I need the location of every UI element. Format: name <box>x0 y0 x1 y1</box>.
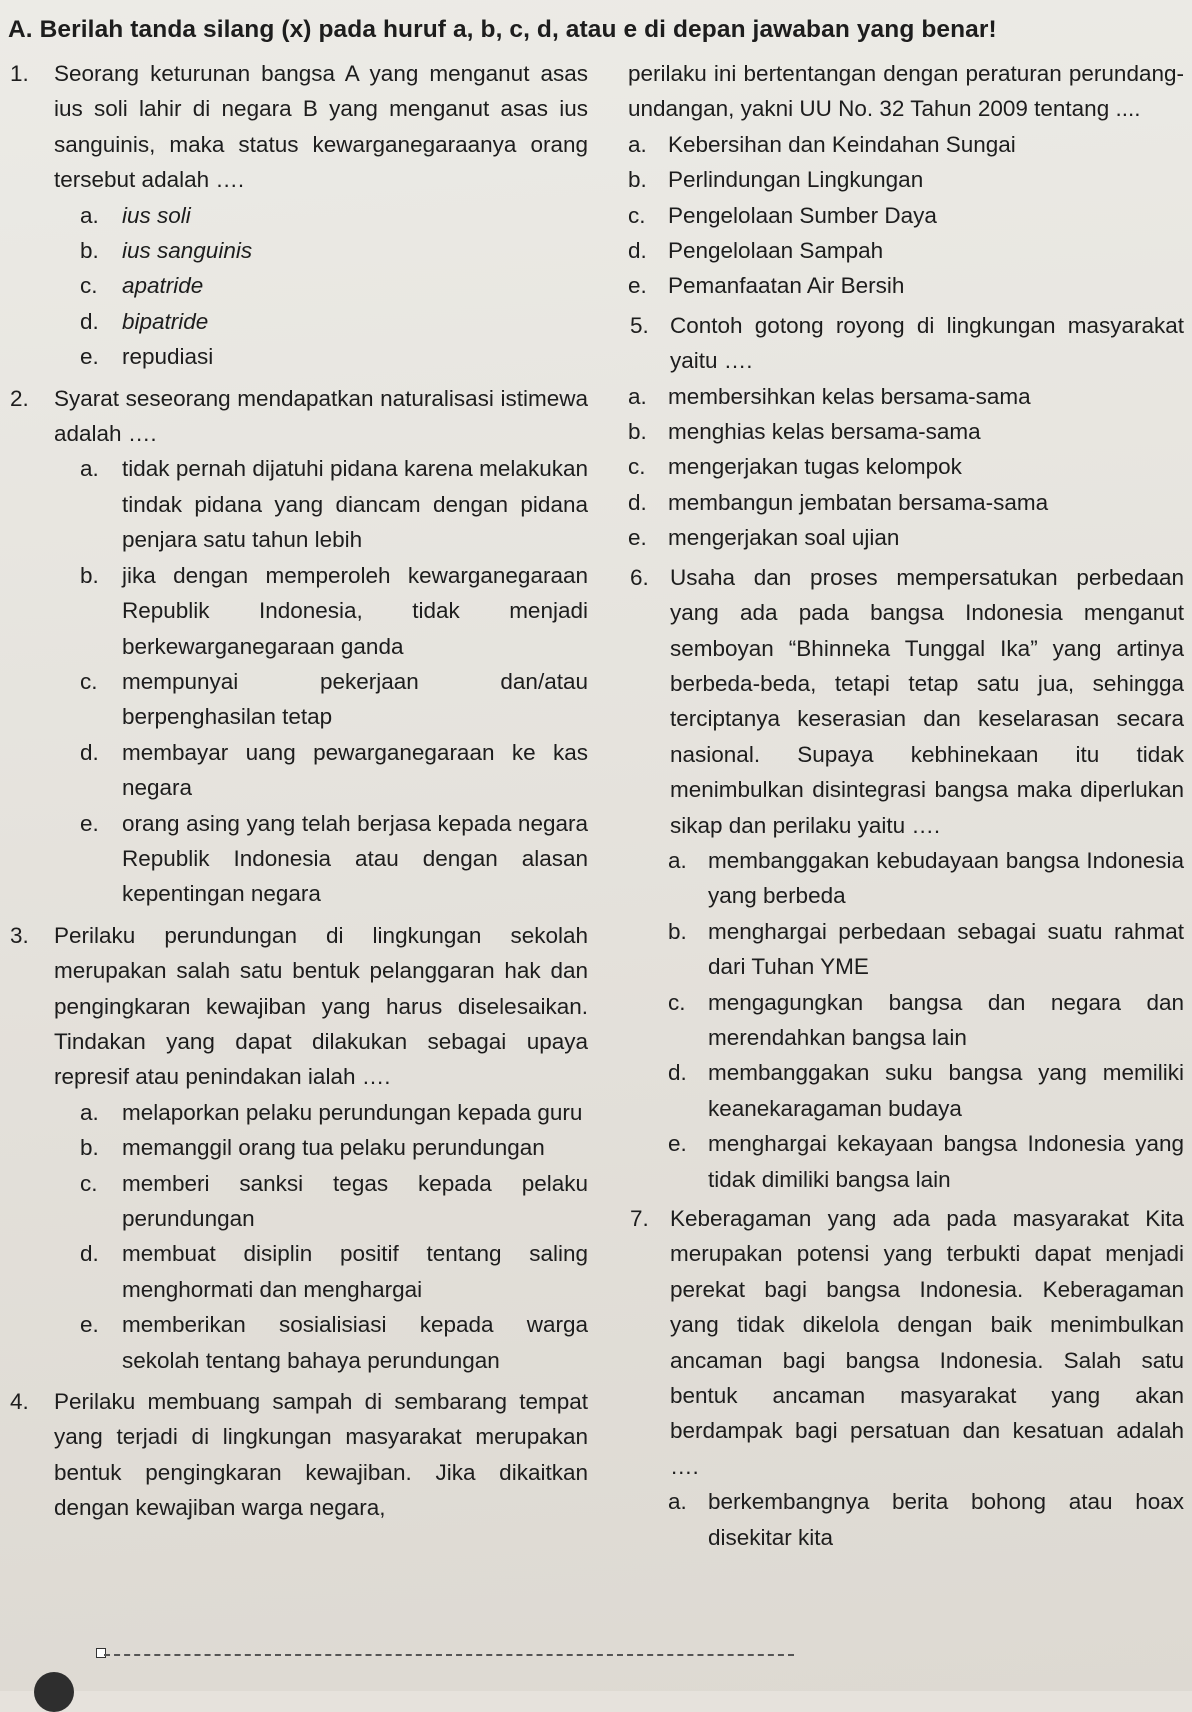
question-number: 1. <box>10 61 29 86</box>
option-text: mempunyai pekerjaan dan/atau berpenghasilan tetap <box>122 668 588 730</box>
question-7 <box>628 1201 1184 1555</box>
question-number: 3. <box>10 922 29 948</box>
question-4 <box>8 1384 588 1526</box>
question-number: 2. <box>10 385 29 411</box>
option-e[interactable] <box>668 1126 1184 1197</box>
option-letter: e. <box>80 1312 99 1338</box>
option-d[interactable] <box>668 1055 1184 1126</box>
option-text: menghargai perbedaan sebagai suatu rahmat dari Tuhan YME <box>708 918 1184 980</box>
option-letter: e. <box>668 1131 687 1157</box>
option-letter: d. <box>628 489 647 515</box>
option-d[interactable] <box>52 1236 588 1307</box>
option-text: tidak pernah dijatuhi pidana karena melakukan tindak pidana yang diancam dengan pidana penjara satu tahun lebih <box>122 456 588 553</box>
question-stem <box>628 1201 1184 1484</box>
option-a[interactable] <box>628 127 1184 162</box>
option-text: memberi sanksi tegas kepada pelaku perundungan <box>122 1170 588 1231</box>
question-stem <box>628 308 1184 379</box>
option-text: menghias kelas bersama-sama <box>668 419 981 445</box>
option-text: Perlindungan Lingkungan <box>668 167 924 193</box>
option-letter: d. <box>668 1060 687 1086</box>
option-c[interactable] <box>52 268 588 303</box>
question-stem <box>628 560 1184 843</box>
question-stem <box>8 918 588 1095</box>
option-e[interactable] <box>52 806 588 912</box>
question-stem <box>8 56 588 198</box>
option-text: memberikan sosialisiasi kepada warga sekolah tentang bahaya perundungan <box>122 1312 588 1373</box>
option-letter: a. <box>628 383 647 409</box>
option-c[interactable] <box>52 664 588 735</box>
option-letter: a. <box>668 847 687 873</box>
option-text: Pengelolaan Sumber Daya <box>668 202 937 228</box>
question-text: Syarat seseorang mendapatkan naturalisasi istimewa adalah …. <box>54 385 588 447</box>
option-e[interactable] <box>52 1307 588 1378</box>
right-column <box>628 56 1184 1555</box>
option-letter: a. <box>80 1099 99 1125</box>
option-c[interactable] <box>628 198 1184 233</box>
option-text: ius soli <box>122 202 191 228</box>
option-letter: c. <box>668 989 686 1015</box>
footer-divider <box>104 1654 794 1656</box>
options-list <box>52 451 588 911</box>
option-text: Pengelolaan Sampah <box>668 238 884 264</box>
option-text: membuat disiplin positif tentang saling menghormati dan menghargai <box>122 1241 588 1302</box>
option-a[interactable] <box>52 198 588 233</box>
option-a[interactable] <box>52 451 588 557</box>
option-text: apatride <box>122 273 204 299</box>
option-b[interactable] <box>52 233 588 268</box>
option-letter: d. <box>80 739 99 765</box>
option-a[interactable] <box>668 843 1184 914</box>
option-a[interactable] <box>668 1484 1184 1555</box>
option-b[interactable] <box>628 414 1184 449</box>
option-text: bipatride <box>122 308 209 334</box>
option-letter: c. <box>628 202 646 228</box>
page-corner-badge-icon <box>34 1672 74 1712</box>
question-1 <box>8 56 588 375</box>
options-list <box>52 198 588 375</box>
option-letter: c. <box>80 1170 98 1196</box>
option-letter: d. <box>80 308 99 334</box>
option-b[interactable] <box>52 1130 588 1165</box>
option-text: menghargai kekayaan bangsa Indonesia yang tidak dimiliki bangsa lain <box>708 1131 1184 1192</box>
section-heading: A. Berilah tanda silang (x) pada huruf a, b, c, d, atau e di depan jawaban yang benar! <box>8 16 997 43</box>
option-e[interactable] <box>628 520 1184 555</box>
option-letter: b. <box>80 1135 99 1161</box>
question-3 <box>8 918 588 1378</box>
option-text: orang asing yang telah berjasa kepada negara Republik Indonesia atau dengan alasan kepentingan negara <box>122 810 588 907</box>
question-number: 7. <box>630 1206 649 1231</box>
question-2 <box>8 381 588 912</box>
option-text: membanggakan kebudayaan bangsa Indonesia yang berbeda <box>708 847 1184 909</box>
option-d[interactable] <box>628 233 1184 268</box>
options-list <box>668 843 1184 1197</box>
question-text: Contoh gotong royong di lingkungan masyarakat yaitu …. <box>670 312 1184 374</box>
question-stem <box>8 1384 588 1526</box>
option-text: membanggakan suku bangsa yang memiliki keanekaragaman budaya <box>708 1060 1184 1121</box>
option-text: memanggil orang tua pelaku perundungan <box>122 1135 545 1161</box>
option-text: mengerjakan soal ujian <box>668 525 900 551</box>
question-text: Keberagaman yang ada pada masyarakat Kita merupakan potensi yang terbukti dapat menjadi perekat bagi bangsa Indonesia. Keberagaman yang tidak dikelola dengan baik menimbulkan ancaman bagi bangsa Indonesia. Salah satu bentuk ancaman masyarakat yang akan berdampak bagi persatuan dan kesatuan adalah …. <box>670 1206 1184 1479</box>
option-text: jika dengan memperoleh kewarganegaraan Republik Indonesia, tidak menjadi berkewarganegaraan ganda <box>122 562 588 659</box>
option-letter: b. <box>628 419 647 445</box>
option-b[interactable] <box>52 558 588 664</box>
question-text: Perilaku membuang sampah di sembarang tempat yang terjadi di lingkungan masyarakat merupakan bentuk pengingkaran kewajiban. Jika dikaitkan dengan kewajiban warga negara, <box>54 1389 588 1521</box>
option-letter: d. <box>80 1241 99 1267</box>
question-5 <box>628 308 1184 556</box>
question-text: Seorang keturunan bangsa A yang menganut asas ius soli lahir di negara B yang menganut asas ius sanguinis, maka status kewarganegaraanya orang tersebut adalah …. <box>54 61 588 193</box>
option-letter: b. <box>80 562 99 588</box>
option-letter: c. <box>80 273 98 299</box>
option-letter: c. <box>628 454 646 480</box>
option-letter: a. <box>80 202 99 228</box>
question-text: Perilaku perundungan di lingkungan sekolah merupakan salah satu bentuk pelanggaran hak dan pengingkaran kewajiban yang harus diselesaikan. Tindakan yang dapat dilakukan sebagai upaya represif atau penindakan ialah …. <box>54 922 588 1090</box>
option-e[interactable] <box>628 268 1184 303</box>
question-text: Usaha dan proses mempersatukan perbedaan yang ada pada bangsa Indonesia menganut semboyan “Bhinneka Tunggal Ika” yang artinya berbeda-beda, tetapi tetap satu jua, sehingga terciptanya keserasian dan keselarasan secara nasional. Supaya kebhinekaan itu tidak menimbulkan disintegrasi bangsa maka diperlukan sikap dan perilaku yaitu …. <box>670 564 1184 838</box>
option-text: membangun jembatan bersama-sama <box>668 489 1049 515</box>
question-4-continued <box>628 56 1184 304</box>
option-e[interactable] <box>52 339 588 374</box>
option-text: ius sanguinis <box>122 238 253 264</box>
option-d[interactable] <box>52 735 588 806</box>
options-list <box>52 1095 588 1378</box>
option-d[interactable] <box>52 304 588 339</box>
option-a[interactable] <box>52 1095 588 1130</box>
question-stem <box>8 381 588 452</box>
option-b[interactable] <box>628 162 1184 197</box>
option-c[interactable] <box>668 985 1184 1056</box>
option-text: Kebersihan dan Keindahan Sungai <box>668 131 1016 157</box>
option-letter: d. <box>628 238 647 264</box>
option-text: mengagungkan bangsa dan negara dan merendahkan bangsa lain <box>708 989 1184 1050</box>
option-letter: e. <box>628 525 647 551</box>
option-text: repudiasi <box>122 344 214 370</box>
left-column <box>8 56 588 1526</box>
option-letter: a. <box>80 456 99 482</box>
option-d[interactable] <box>628 485 1184 520</box>
option-text: Pemanfaatan Air Bersih <box>668 273 905 299</box>
option-b[interactable] <box>668 914 1184 985</box>
options-list <box>628 379 1184 556</box>
option-letter: a. <box>668 1489 687 1515</box>
option-text: membayar uang pewarganegaraan ke kas negara <box>122 739 588 801</box>
option-letter: a. <box>628 131 647 157</box>
option-letter: e. <box>628 273 647 299</box>
option-c[interactable] <box>628 449 1184 484</box>
option-text: melaporkan pelaku perundungan kepada guru <box>122 1099 583 1125</box>
option-c[interactable] <box>52 1166 588 1237</box>
question-number: 4. <box>10 1389 29 1415</box>
options-list <box>628 127 1184 304</box>
option-letter: b. <box>628 167 647 193</box>
question-text: perilaku ini bertentangan dengan peraturan perundang-undangan, yakni UU No. 32 Tahun 2009 tentang .... <box>628 61 1184 122</box>
option-letter: c. <box>80 668 98 694</box>
option-letter: b. <box>80 238 99 264</box>
option-letter: e. <box>80 344 99 370</box>
question-number: 5. <box>630 312 649 338</box>
option-text: mengerjakan tugas kelompok <box>668 454 962 480</box>
option-text: membersihkan kelas bersama-sama <box>668 383 1031 409</box>
question-6 <box>628 560 1184 1197</box>
option-letter: b. <box>668 918 687 944</box>
option-letter: e. <box>80 810 99 836</box>
footer-marker-icon <box>96 1648 106 1658</box>
question-number: 6. <box>630 564 649 590</box>
option-a[interactable] <box>628 379 1184 414</box>
options-list <box>668 1484 1184 1555</box>
option-text: berkembangnya berita bohong atau hoax disekitar kita <box>708 1489 1184 1550</box>
